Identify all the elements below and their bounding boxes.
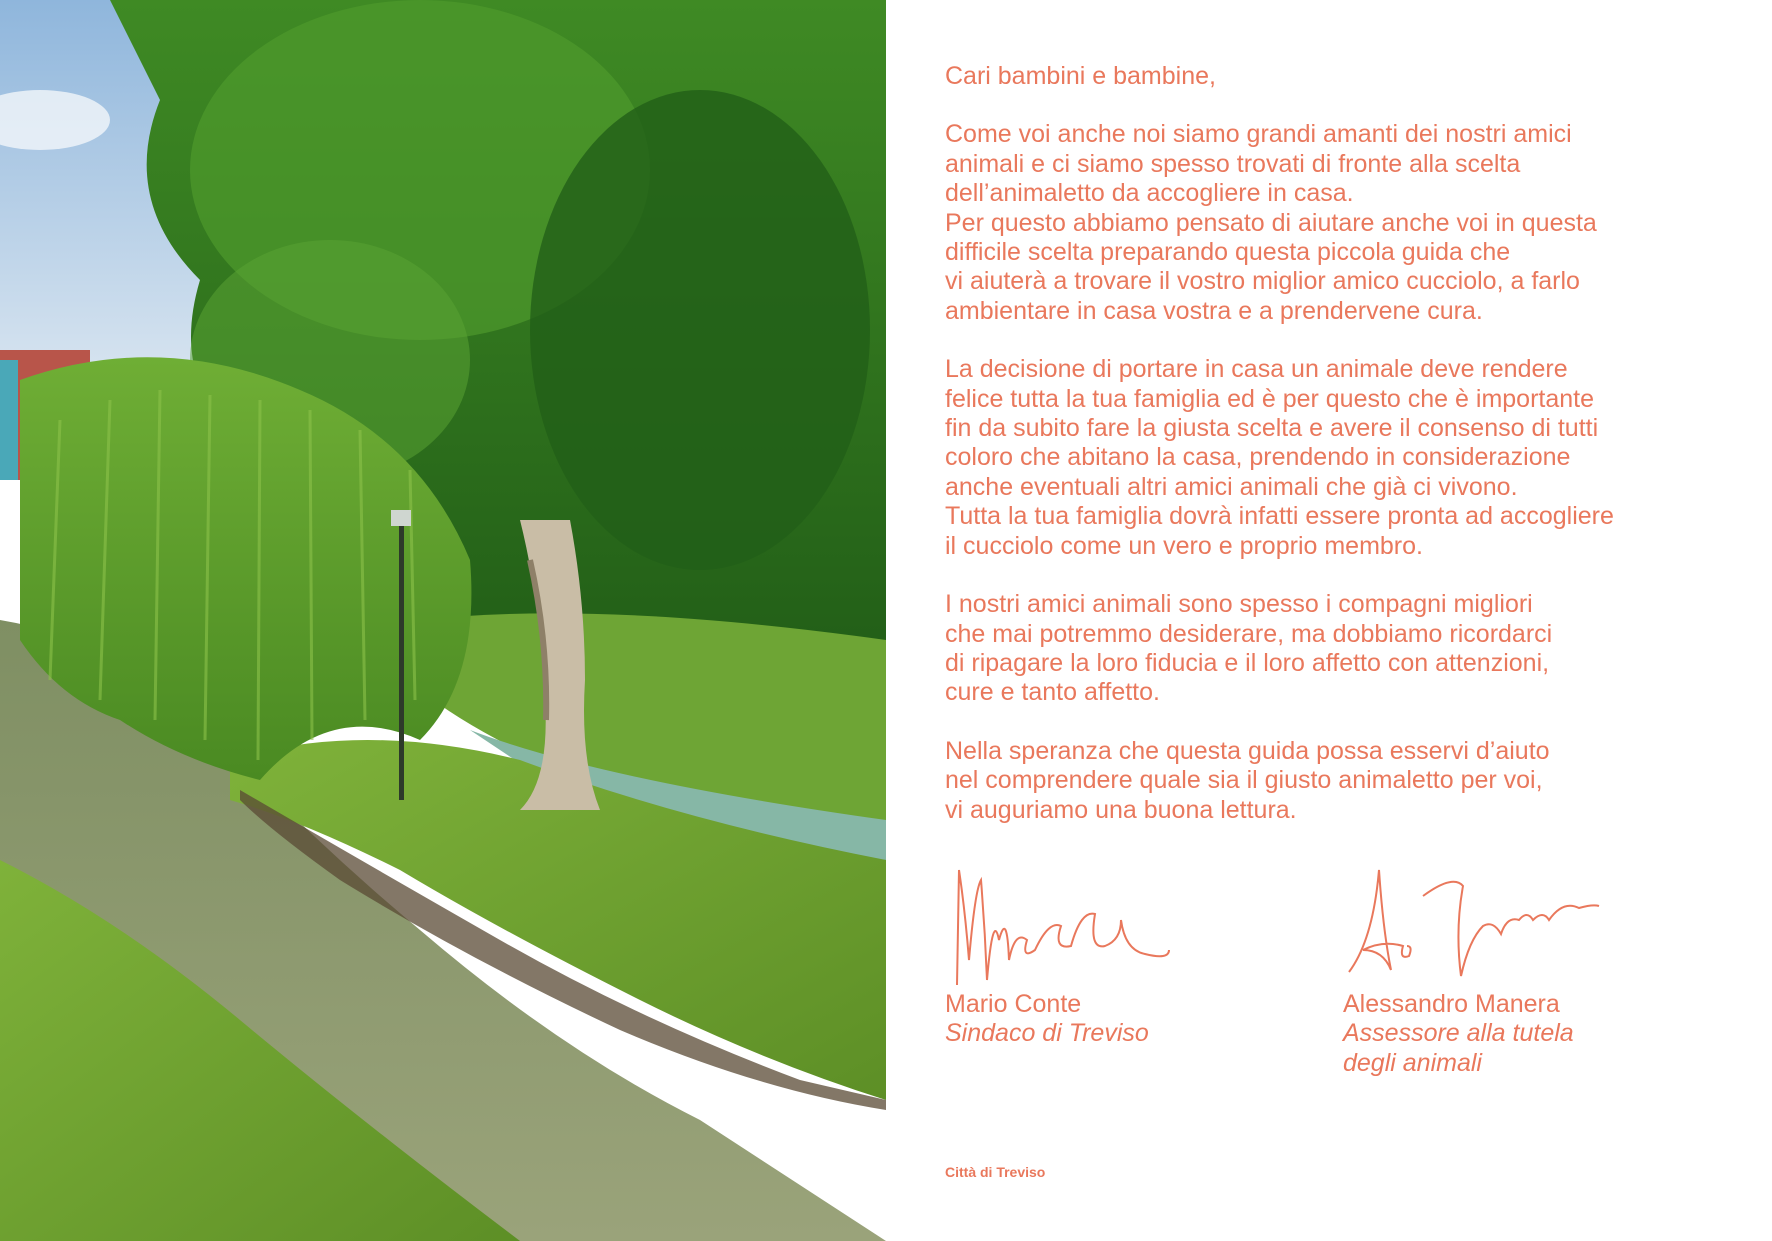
- letter-line: La decisione di portare in casa un animale deve rendere: [945, 355, 1568, 384]
- letter-line: il cucciolo come un vero e proprio membro.: [945, 531, 1423, 560]
- footer-publisher: Città di Treviso: [945, 1164, 1046, 1180]
- letter-body: [945, 62, 1725, 854]
- letter-paragraph: [945, 737, 1725, 825]
- signatory-role: Assessore alla tutela: [1343, 1019, 1574, 1048]
- letter-line: cure e tanto affetto.: [945, 678, 1160, 707]
- letter-line: anche eventuali altri amici animali che già ci vivono.: [945, 472, 1518, 501]
- handwritten-signature-icon: [945, 850, 1185, 990]
- letter-line: vi auguriamo una buona lettura.: [945, 795, 1297, 824]
- signature-mario-conte: [945, 850, 1275, 1049]
- signatory-name: Mario Conte: [945, 990, 1082, 1018]
- letter-line: fin da subito fare la giusta scelta e avere il consenso di tutti: [945, 414, 1599, 443]
- letter-line: vi aiuterà a trovare il vostro miglior amico cucciolo, a farlo: [945, 267, 1580, 296]
- letter-paragraph: [945, 120, 1725, 326]
- signature-alessandro-manera: [1343, 850, 1673, 1078]
- handwritten-signature-icon: [1343, 850, 1603, 990]
- signatory-role: degli animali: [1343, 1048, 1482, 1077]
- signatory-name: Alessandro Manera: [1343, 990, 1560, 1018]
- signature-block: [945, 850, 1725, 1080]
- letter-line: animali e ci siamo spesso trovati di fronte alla scelta: [945, 149, 1521, 178]
- letter-line: di ripagare la loro fiducia e il loro affetto con attenzioni,: [945, 648, 1550, 677]
- letter-line: Nella speranza che questa guida possa esservi d’aiuto: [945, 736, 1550, 765]
- letter-line: difficile scelta preparando questa piccola guida che: [945, 238, 1511, 267]
- letter-salutation: Cari bambini e bambine,: [945, 62, 1216, 90]
- letter-line: Tutta la tua famiglia dovrà infatti essere pronta ad accogliere: [945, 502, 1614, 531]
- letter-line: felice tutta la tua famiglia ed è per questo che è importante: [945, 384, 1594, 413]
- letter-line: ambientare in casa vostra e a prendervene cura.: [945, 296, 1483, 325]
- letter-line: nel comprendere quale sia il giusto animaletto per voi,: [945, 766, 1543, 795]
- letter-line: Come voi anche noi siamo grandi amanti dei nostri amici: [945, 120, 1572, 149]
- letter-paragraph: [945, 355, 1725, 561]
- letter-line: dell’animaletto da accogliere in casa.: [945, 179, 1354, 208]
- letter-paragraph: [945, 590, 1725, 708]
- letter-line: che mai potremmo desiderare, ma dobbiamo ricordarci: [945, 619, 1553, 648]
- letter-line: I nostri amici animali sono spesso i compagni migliori: [945, 590, 1533, 619]
- signatory-role: Sindaco di Treviso: [945, 1019, 1149, 1048]
- letter-line: Per questo abbiamo pensato di aiutare anche voi in questa: [945, 208, 1597, 237]
- letter-line: coloro che abitano la casa, prendendo in considerazione: [945, 443, 1571, 472]
